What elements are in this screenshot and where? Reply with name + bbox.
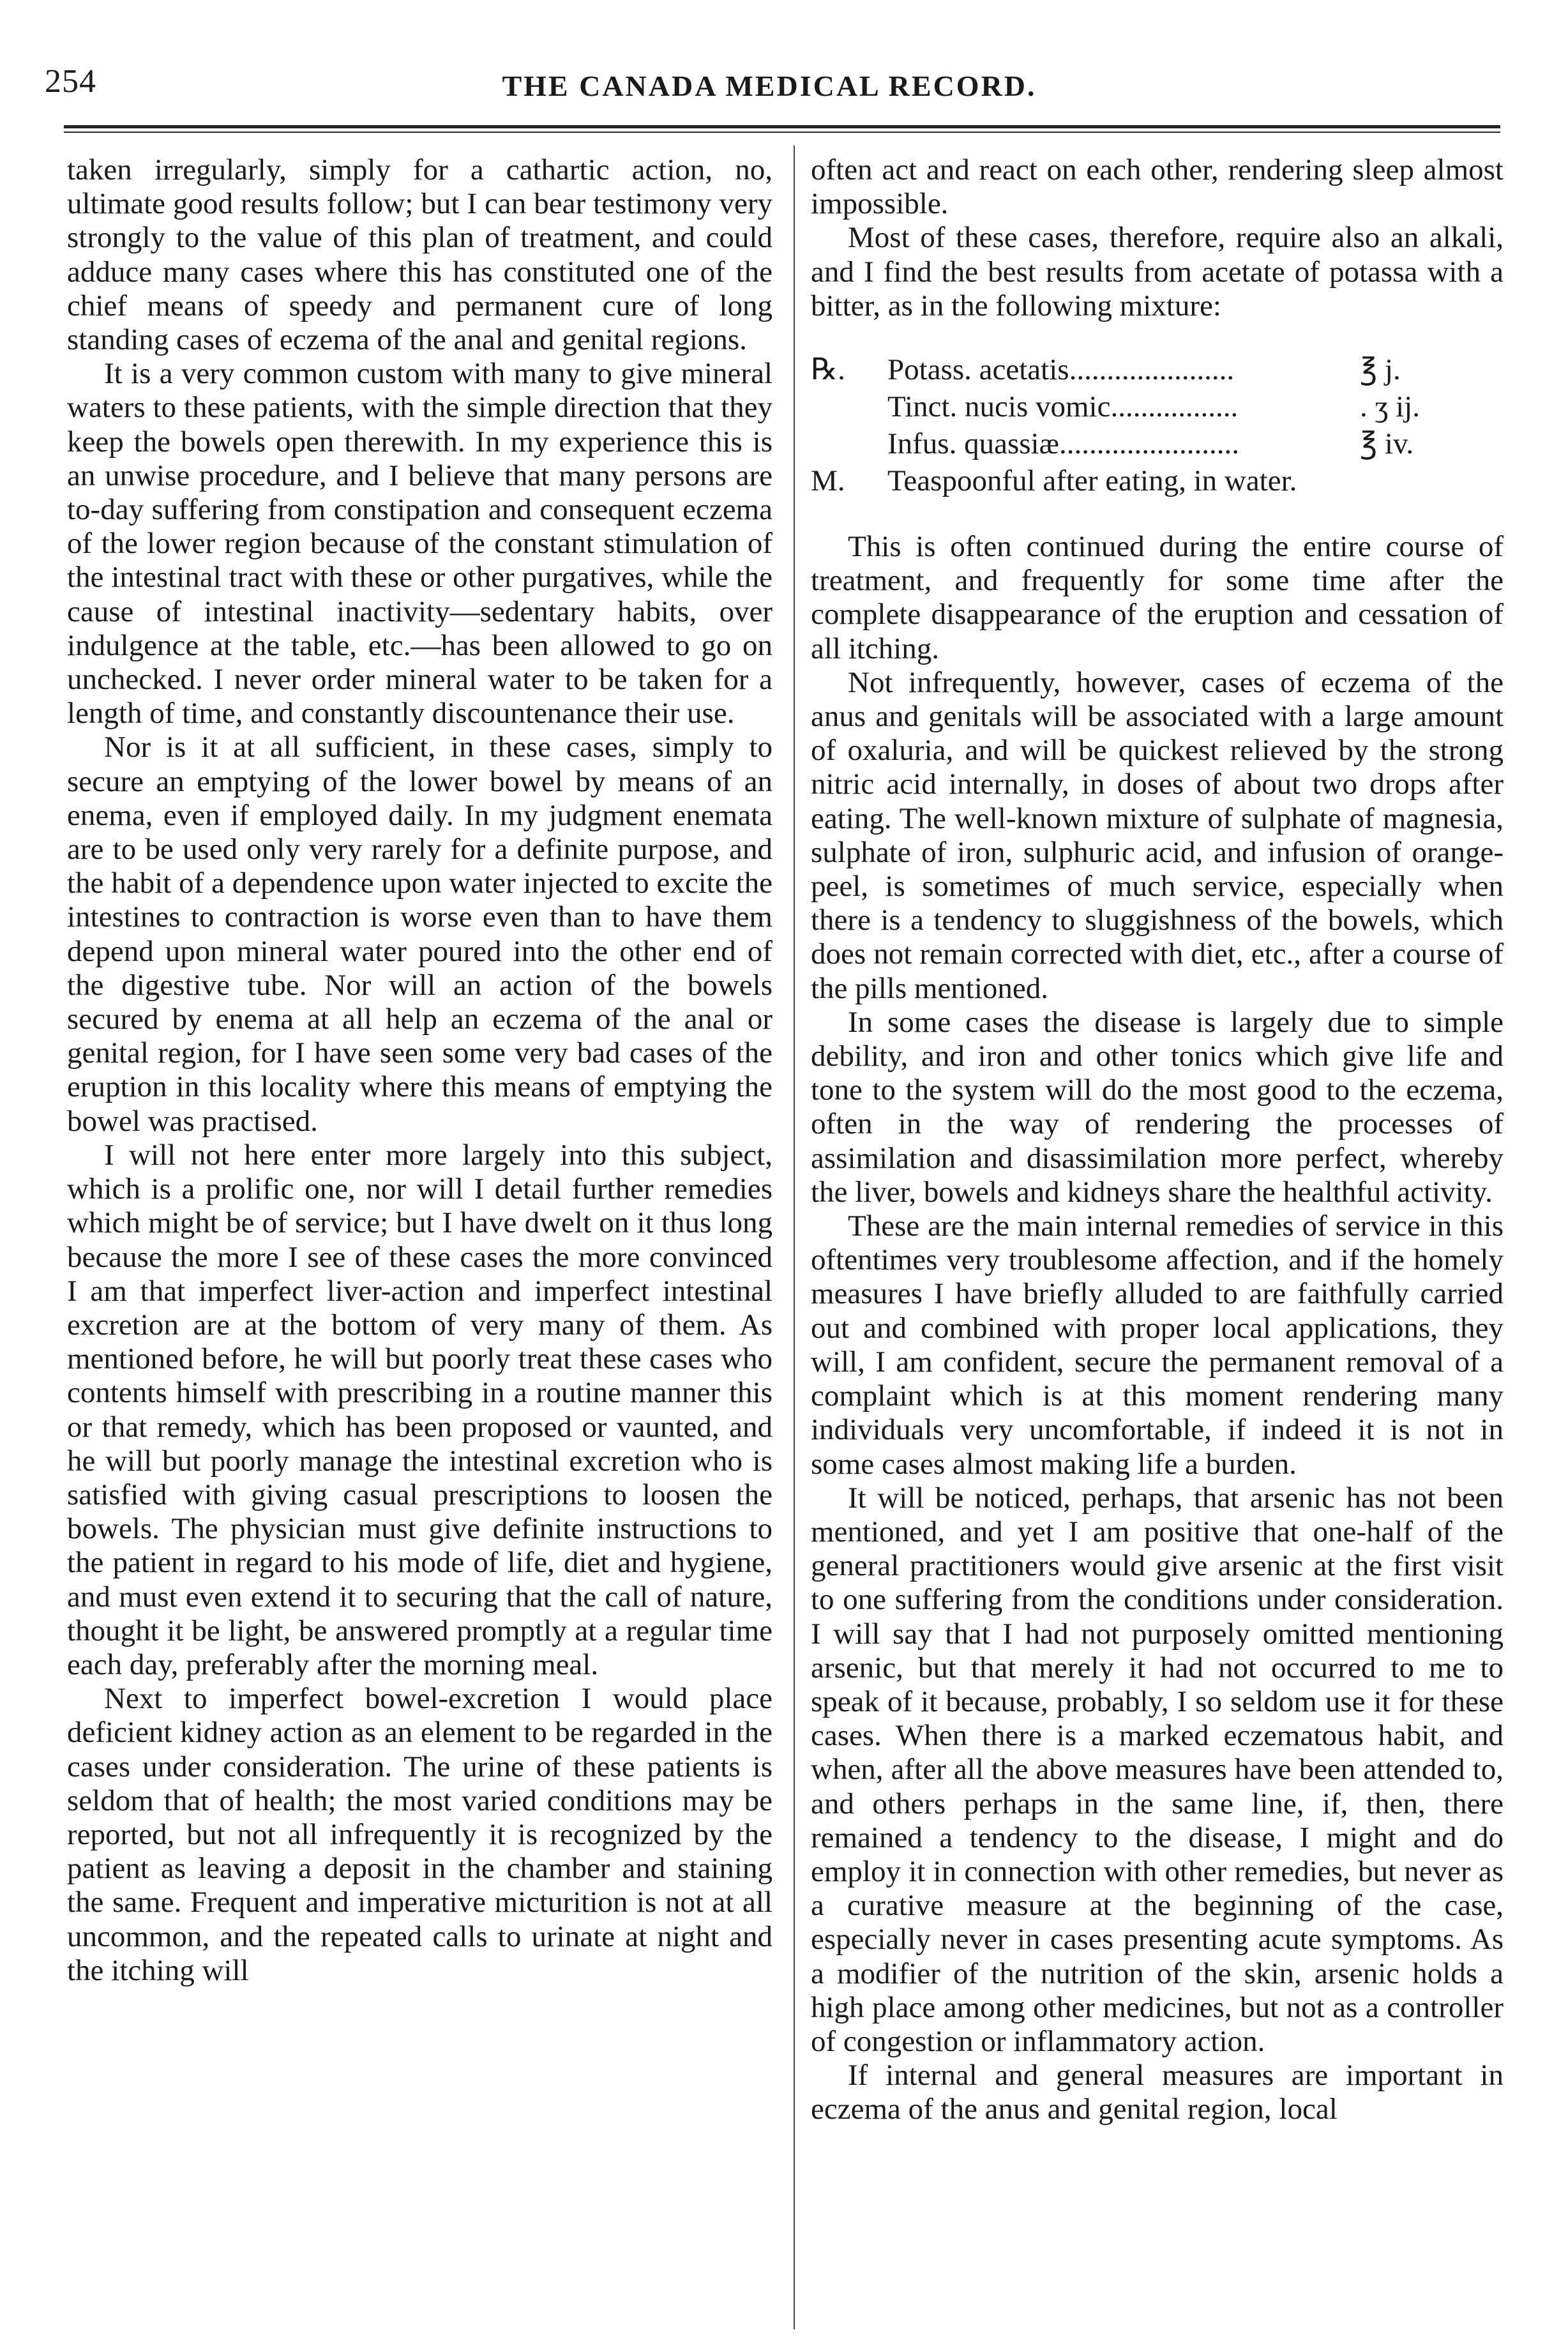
paragraph: If internal and general measures are important in eczema of the anus and genital region, local (811, 2059, 1504, 2126)
paragraph: In some cases the disease is largely due to simple debility, and iron and other tonics which give life and tone to the system will do the most good to the eczema, often in the way of rendering the processes of assimilation and disassimilation more perfect, whereby the liver, bowels and kidneys share the healthful activity. (811, 1005, 1504, 1209)
journal-title: THE CANADA MEDICAL RECORD. (502, 70, 1037, 102)
drug-name: Infus. quassiæ (887, 427, 1059, 461)
prescription-sig (811, 462, 1504, 499)
prescription-drug (887, 351, 1360, 388)
paragraph: Next to imperfect bowel-excretion I would place deficient kidney action as an element to be regarded in the cases under consideration. The urine of these patients is seldom that of health; the most varied conditions may be reported, but not all infrequently it is recognized by the patient as leaving a deposit in the chamber and staining the same. Frequent and imperative micturition is not at all uncommon, and the repeated calls to urinate at night and the itching will (67, 1682, 773, 1987)
page-number: 254 (45, 63, 96, 100)
paragraph: These are the main internal remedies of service in this oftentimes very troublesome affection, and if the homely measures I have briefly alluded to are faithfully carried out and combined with proper local applications, they will, I am confident, secure the permanent removal of a complaint which is at this moment rendering many individuals very uncomfortable, if indeed it is not in some cases almost making life a burden. (811, 1209, 1504, 1481)
paragraph: often act and react on each other, rendering sleep almost impossible. (811, 153, 1504, 221)
prescription-line (811, 351, 1504, 388)
mix-symbol: M. (811, 464, 845, 498)
paragraph: taken irregularly, simply for a cathartic action, no, ultimate good results follow; but I can bear testimony very strongly to the value of this plan of treatment, and could adduce many cases where this has constituted one of the chief means of speedy and permanent cure of long standing cases of eczema of the anal and genital regions. (67, 153, 773, 357)
drug-name: Tinct. nucis vomic (887, 390, 1111, 424)
page-header (38, 37, 1500, 107)
paragraph: This is often continued during the entire course of treatment, and frequently for some time after the complete disappearance of the eruption and cessation of all itching. (811, 530, 1504, 665)
right-column (811, 153, 1504, 2331)
left-column (67, 153, 773, 2331)
paragraph: Nor is it at all sufficient, in these cases, simply to secure an emptying of the lower bowel by means of an enema, even if employed daily. In my judgment enemata are to be used only very rarely for a definite purpose, and the habit of a dependence upon water injected to excite the intestines to contraction is worse even than to have them depend upon mineral water poured into the other end of the digestive tube. Nor will an action of the bowels secured by enema at all help an eczema of the anal or genital region, for I have seen some very bad cases of the eruption in this locality where this means of emptying the bowel was practised. (67, 730, 773, 1138)
paragraph: I will not here enter more largely into this subject, which is a prolific one, nor will I detail further remedies which might be of service; but I have dwelt on it thus long because the more I see of these cases the more convinced I am that imperfect liver-action and imperfect intestinal excretion are at the bottom of very many of them. As mentioned before, he will but poorly treat these cases who contents himself with prescribing in a routine manner this or that remedy, which has been proposed or vaunted, and he will but poorly manage the intestinal excretion who is satisfied with giving casual prescriptions to loosen the bowels. The physician must give definite instructions to the patient in regard to his mode of life, diet and hygiene, and must even extend it to securing that the call of nature, thought it be light, be answered promptly at a regular time each day, preferably after the morning meal. (67, 1138, 773, 1681)
header-rule-thick (64, 125, 1500, 128)
leader-dots: ................. (1110, 390, 1239, 424)
recipe-symbol: ℞. (811, 353, 845, 387)
paragraph: It will be noticed, perhaps, that arsenic has not been mentioned, and yet I am positive that one-half of the general practitioners would give arsenic at the first visit to one suffering from the conditions under consideration. I will say that I had not purposely omitted mentioning arsenic, but that merely it had not occurred to me to speak of it because, probably, I so seldom use it for these cases. When there is a marked eczematous habit, and when, after all the above measures have been attended to, and others perhaps in the same line, if, then, there remained a tendency to the disease, I might and do employ it in connection with other remedies, but never as a curative measure at the beginning of the case, especially never in cases presenting acute symptoms. As a modifier of the nutrition of the skin, arsenic holds a high place among other medicines, but not as a controller of congestion or inflammatory action. (811, 1481, 1504, 2058)
prescription-drug (887, 425, 1360, 462)
header-rule-thin (64, 132, 1500, 133)
drug-quantity: ℥ iv. (1360, 427, 1414, 461)
prescription-drug (887, 388, 1360, 425)
drug-name: Potass. acetatis (887, 353, 1069, 387)
prescription-line (811, 388, 1504, 425)
drug-quantity: ℥ j. (1360, 353, 1401, 387)
leader-dots: ...................... (1069, 353, 1235, 387)
drug-quantity: . ʒ ij. (1360, 390, 1420, 424)
leader-dots: ........................ (1059, 427, 1239, 461)
prescription (811, 351, 1504, 499)
prescription-line (811, 425, 1504, 462)
paragraph: Most of these cases, therefore, require also an alkali, and I find the best results from acetate of potassa with a bitter, as in the following mixture: (811, 221, 1504, 322)
column-divider (794, 146, 795, 2329)
paragraph: It is a very common custom with many to give mineral waters to these patients, with the simple direction that they keep the bowels open therewith. In my experience this is an unwise procedure, and I believe that many persons are to-day suffering from constipation and consequent eczema of the lower region because of the constant stimulation of the intestinal tract with these or other purgatives, while the cause of intestinal inactivity—sedentary habits, over indulgence at the table, etc.—has been allowed to go on unchecked. I never order mineral water to be taken for a length of time, and constantly discountenance their use. (67, 357, 773, 730)
paragraph: Not infrequently, however, cases of eczema of the anus and genitals will be associated with a large amount of oxaluria, and will be quickest relieved by the strong nitric acid internally, in doses of about two drops after eating. The well-known mixture of sulphate of magnesia, sulphate of iron, sulphuric acid, and infusion of orange-peel, is sometimes of much service, especially when there is a tendency to sluggishness of the bowels, which does not remain corrected with diet, etc., after a course of the pills mentioned. (811, 665, 1504, 1005)
directions: Teaspoonful after eating, in water. (887, 464, 1297, 498)
